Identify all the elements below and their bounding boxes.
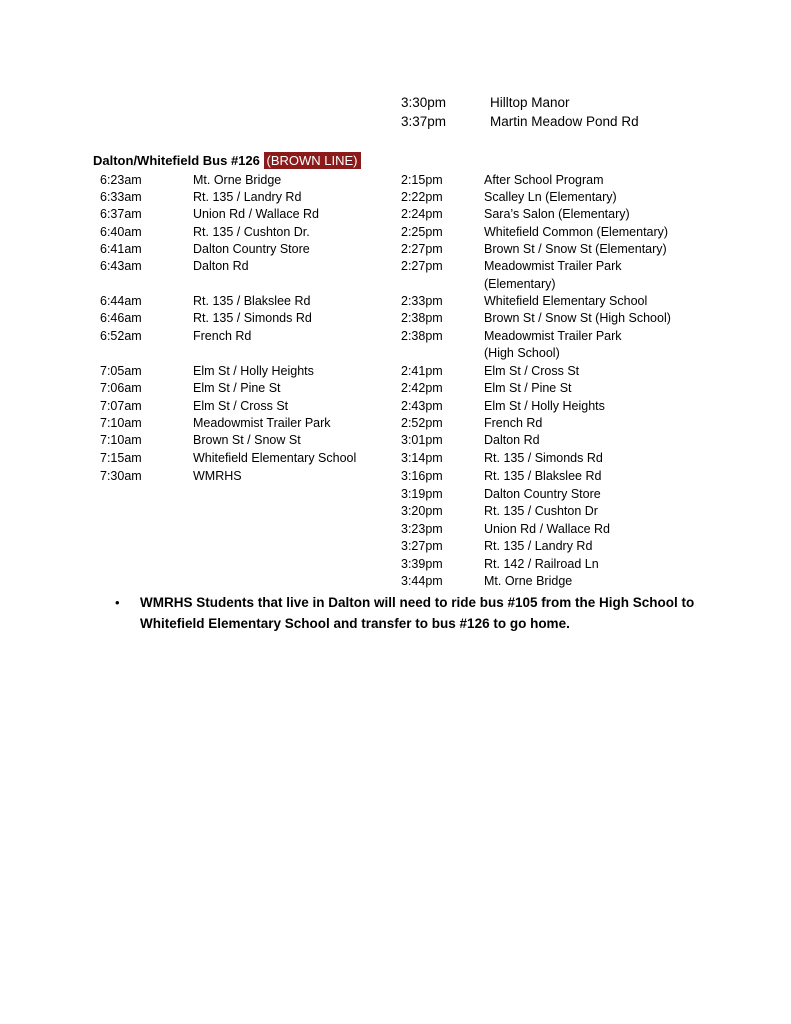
stop-place: Rt. 135 / Cushton Dr. xyxy=(193,225,310,239)
stop-time: 3:16pm xyxy=(401,469,443,483)
stop-place: Rt. 135 / Simonds Rd xyxy=(484,451,603,465)
stop-place: Rt. 135 / Landry Rd xyxy=(484,539,593,553)
stop-time: 3:39pm xyxy=(401,557,443,571)
stop-time: 6:43am xyxy=(100,259,142,273)
stop-time: 2:52pm xyxy=(401,416,443,430)
stop-place: French Rd xyxy=(484,416,543,430)
stop-time: 2:41pm xyxy=(401,364,443,378)
stop-place: Whitefield Elementary School xyxy=(484,294,648,308)
stop-place: Meadowmist Trailer Park xyxy=(193,416,331,430)
stop-time: 2:25pm xyxy=(401,225,443,239)
stop-time: 7:10am xyxy=(100,433,142,447)
stop-time: 2:38pm xyxy=(401,311,443,325)
stop-place: Rt. 135 / Landry Rd xyxy=(193,190,302,204)
stop-place: Rt. 142 / Railroad Ln xyxy=(484,557,599,571)
stop-place: Dalton Rd xyxy=(193,259,249,273)
stop-place: Elm St / Cross St xyxy=(193,399,289,413)
stop-place: Mt. Orne Bridge xyxy=(193,173,282,187)
stop-place: Elm St / Cross St xyxy=(484,364,580,378)
stop-time: 3:19pm xyxy=(401,487,443,501)
stop-place: Scalley Ln (Elementary) xyxy=(484,190,617,204)
stop-place-continued: (Elementary) xyxy=(484,277,556,291)
stop-time: 2:42pm xyxy=(401,381,443,395)
stop-place: Elm St / Pine St xyxy=(193,381,281,395)
stop-time: 6:46am xyxy=(100,311,142,325)
stop-time: 6:23am xyxy=(100,173,142,187)
stop-place: Rt. 135 / Cushton Dr xyxy=(484,504,598,518)
bullet-icon: • xyxy=(115,595,120,610)
stop-place: Union Rd / Wallace Rd xyxy=(484,522,610,536)
stop-place: Hilltop Manor xyxy=(490,95,570,110)
stop-time: 3:20pm xyxy=(401,504,443,518)
stop-time: 6:37am xyxy=(100,207,142,221)
stop-time: 7:10am xyxy=(100,416,142,430)
stop-time: 3:44pm xyxy=(401,574,443,588)
stop-place: Brown St / Snow St (Elementary) xyxy=(484,242,667,256)
stop-place: Whitefield Elementary School xyxy=(193,451,357,465)
stop-place: Brown St / Snow St xyxy=(193,433,301,447)
stop-time: 3:30pm xyxy=(401,95,447,110)
stop-time: 3:23pm xyxy=(401,522,443,536)
stop-time: 2:15pm xyxy=(401,173,443,187)
stop-time: 7:05am xyxy=(100,364,142,378)
route-heading xyxy=(93,151,361,170)
stop-time: 2:33pm xyxy=(401,294,443,308)
stop-time: 6:40am xyxy=(100,225,142,239)
stop-place: Dalton Country Store xyxy=(193,242,310,256)
stop-place-continued: (High School) xyxy=(484,346,560,360)
stop-time: 3:14pm xyxy=(401,451,443,465)
stop-place: Elm St / Holly Heights xyxy=(484,399,605,413)
stop-place: Dalton Rd xyxy=(484,433,540,447)
stop-place: Rt. 135 / Blakslee Rd xyxy=(193,294,311,308)
stop-place: After School Program xyxy=(484,173,604,187)
stop-place: Mt. Orne Bridge xyxy=(484,574,573,588)
stop-time: 6:33am xyxy=(100,190,142,204)
stop-time: 2:43pm xyxy=(401,399,443,413)
stop-time: 6:52am xyxy=(100,329,142,343)
stop-place: Martin Meadow Pond Rd xyxy=(490,114,639,129)
route-title: Dalton/Whitefield Bus #126 xyxy=(93,153,260,168)
stop-place: WMRHS xyxy=(193,469,242,483)
stop-place: Rt. 135 / Simonds Rd xyxy=(193,311,312,325)
stop-time: 2:22pm xyxy=(401,190,443,204)
stop-time: 7:30am xyxy=(100,469,142,483)
stop-time: 3:37pm xyxy=(401,114,447,129)
stop-time: 6:44am xyxy=(100,294,142,308)
stop-place: Rt. 135 / Blakslee Rd xyxy=(484,469,602,483)
stop-place: Dalton Country Store xyxy=(484,487,601,501)
stop-place: Whitefield Common (Elementary) xyxy=(484,225,669,239)
stop-place: Brown St / Snow St (High School) xyxy=(484,311,671,325)
stop-place: Elm St / Holly Heights xyxy=(193,364,314,378)
stop-time: 2:27pm xyxy=(401,259,443,273)
stop-time: 3:27pm xyxy=(401,539,443,553)
transfer-note: WMRHS Students that live in Dalton will need to ride bus #105 from the High School to Whitefield Elementary School and transfer to bus #126 to go home. xyxy=(140,595,695,631)
stop-place: Meadowmist Trailer Park xyxy=(484,329,622,343)
stop-place: Union Rd / Wallace Rd xyxy=(193,207,319,221)
stop-time: 2:27pm xyxy=(401,242,443,256)
stop-time: 3:01pm xyxy=(401,433,443,447)
stop-time: 2:38pm xyxy=(401,329,443,343)
stop-place: Meadowmist Trailer Park xyxy=(484,259,622,273)
line-badge: (BROWN LINE) xyxy=(264,152,361,169)
stop-place: Elm St / Pine St xyxy=(484,381,572,395)
stop-time: 2:24pm xyxy=(401,207,443,221)
stop-place: Sara’s Salon (Elementary) xyxy=(484,207,630,221)
stop-time: 7:06am xyxy=(100,381,142,395)
stop-place: French Rd xyxy=(193,329,252,343)
stop-time: 6:41am xyxy=(100,242,142,256)
stop-time: 7:15am xyxy=(100,451,142,465)
stop-time: 7:07am xyxy=(100,399,142,413)
